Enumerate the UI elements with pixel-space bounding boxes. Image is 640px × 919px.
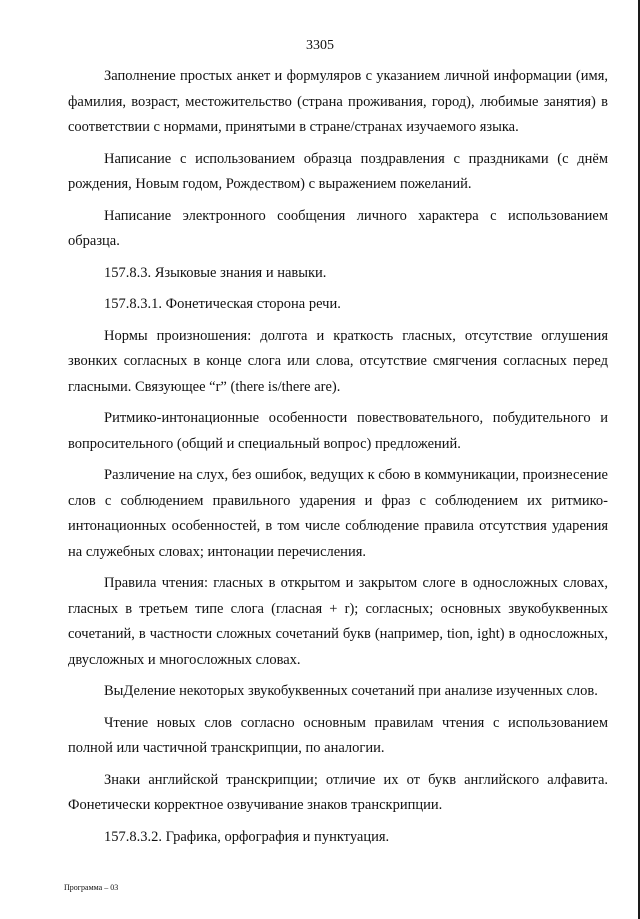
paragraph-greetings: Написание с использованием образца поздравления с праздниками (с днём рождения, Новым годом, Рождеством) с выражением пожеланий.	[68, 150, 608, 192]
page-number: 3305	[306, 38, 334, 53]
paragraph-email: Написание электронного сообщения личного характера с использованием образца.	[68, 207, 608, 249]
document-body	[68, 64, 608, 856]
paragraph-listening-discrimination: Различение на слух, без ошибок, ведущих к сбою в коммуникации, произнесение слов с соблюдением правильного ударения и фраз с соблюдением их ритмико-интонационных особенностей, в том числе соблюдение правила отсутствия ударения на служебных словах; интонации перечисления.	[68, 467, 608, 560]
footer-program-label: Программа – 03	[64, 883, 119, 892]
paragraph-transcription: Знаки английской транскрипции; отличие их от букв английского алфавита. Фонетически корректное озвучивание знаков транскрипции.	[68, 771, 608, 813]
section-heading-graphics-orthography: 157.8.3.2. Графика, орфография и пунктуация.	[104, 828, 390, 845]
paragraph-forms: Заполнение простых анкет и формуляров с указанием личной информации (имя, фамилия, возраст, местожительство (страна проживания, город), любимые занятия) в соответствии с нормами, принятыми в стране/странах изучаемого языка.	[68, 68, 608, 135]
section-heading-language-knowledge: 157.8.3. Языковые знания и навыки.	[104, 264, 327, 281]
paragraph-letter-combinations: ВыДеление некоторых звукобуквенных сочетаний при анализе изученных слов.	[104, 683, 598, 699]
paragraph-reading-rules: Правила чтения: гласных в открытом и закрытом слоге в односложных словах, гласных в третьем типе слога (гласная + r); согласных; основных звукобуквенных сочетаний, в частности сложных сочетаний букв (например, tion, ight) в односложных, двусложных и многосложных словах.	[68, 575, 608, 668]
paragraph-pronunciation-norms: Нормы произношения: долгота и краткость гласных, отсутствие оглушения звонких согласных в конце слога или слова, отсутствие смягчения согласных перед гласными. Связующее “r” (there is/there are).	[68, 327, 608, 395]
paragraph-intonation: Ритмико-интонационные особенности повествовательного, побудительного и вопросительного (общий и специальный вопрос) предложений.	[68, 410, 608, 452]
paragraph-new-words-reading: Чтение новых слов согласно основным правилам чтения с использованием полной или частичной транскрипции, по аналогии.	[68, 714, 608, 756]
section-heading-phonetics: 157.8.3.1. Фонетическая сторона речи.	[104, 296, 341, 312]
